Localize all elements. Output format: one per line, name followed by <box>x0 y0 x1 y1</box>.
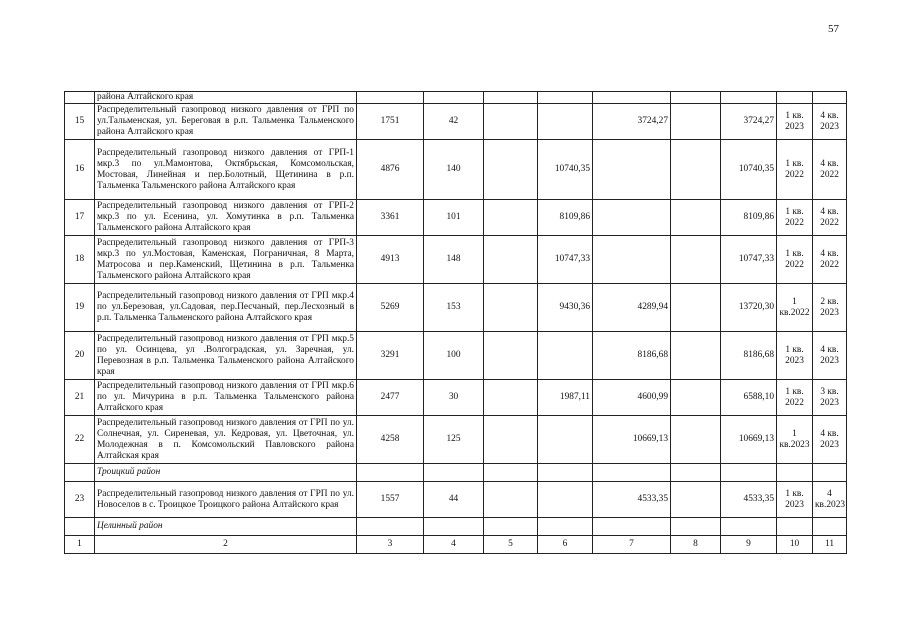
table-row <box>65 416 847 464</box>
cell-object-name: Распределительный газопровод низкого давления от ГРП-2 мкр.3 по ул. Есенина, ул. Хомутинка в р.п. Тальменка Тальменского района Алтайского края <box>95 200 357 236</box>
cell-length: 3291 <box>357 332 424 380</box>
cell-start-date: 1 кв.2023 <box>777 416 813 464</box>
table-row <box>65 236 847 284</box>
gas-pipeline-table <box>64 91 847 554</box>
cell-number: 18 <box>65 236 95 284</box>
table-row <box>65 482 847 518</box>
table-row <box>65 104 847 140</box>
table-body <box>65 92 847 554</box>
cell-number: 17 <box>65 200 95 236</box>
cell-number <box>65 92 95 104</box>
cell-object-name: Распределительный газопровод низкого давления от ГРП по ул.Тальменская, ул. Береговая в р.п. Тальменка Тальменского района Алтайского края <box>95 104 357 140</box>
cell-col8 <box>671 380 721 416</box>
cell-number: 15 <box>65 104 95 140</box>
cell-col8 <box>671 482 721 518</box>
cell-end-date: 4 кв. 2023 <box>813 104 847 140</box>
cell-object-name: Распределительный газопровод низкого давления от ГРП-1 мкр.3 по ул.Мамонтова, Октябрьская, Комсомольская, Мостовая, Линейная и пер.Болотный, Щетинина в р.п. Тальменка Тальменского района Алтайского края <box>95 140 357 200</box>
column-number: 3 <box>357 536 424 554</box>
cell-col5 <box>484 332 538 380</box>
cell-col5 <box>484 200 538 236</box>
column-number: 7 <box>593 536 671 554</box>
cell-number: 19 <box>65 284 95 332</box>
cell-length: 4258 <box>357 416 424 464</box>
table-row <box>65 140 847 200</box>
cell-end-date: 3 кв. 2023 <box>813 380 847 416</box>
cell-col8 <box>671 416 721 464</box>
table-row <box>65 200 847 236</box>
cell-col8 <box>671 284 721 332</box>
cell-start-date: 1 кв. 2023 <box>777 104 813 140</box>
cell-end-date: 4 кв. 2022 <box>813 140 847 200</box>
column-number: 9 <box>721 536 777 554</box>
cell-end-date: 4 кв. 2022 <box>813 236 847 284</box>
cell-total: 10747,33 <box>721 236 777 284</box>
cell-object-name: Распределительный газопровод низкого давления от ГРП-3 мкр.3 по ул.Мостовая, Каменская, Пограничная, 8 Марта, Матросова и пер.Каменский, Щетинина в р.п. Тальменка Тальменского района Алтайского края <box>95 236 357 284</box>
cell-col6: 9430,36 <box>538 284 593 332</box>
cell-col5 <box>484 236 538 284</box>
table-row <box>65 284 847 332</box>
cell-object-name: Распределительный газопровод низкого давления от ГРП мкр.5 по ул. Осинцева, ул .Волгоградская, ул. Заречная, ул. Перевозная в р.п. Тальменка Тальменского района Алтайского края <box>95 332 357 380</box>
cell-object-name: Распределительный газопровод низкого давления от ГРП мкр.4 по ул.Березовая, ул.Садовая, пер.Песчаный, пер.Лесхозный в р.п. Тальменка Тальменского района Алтайского края <box>95 284 357 332</box>
cell-col7: 4289,94 <box>593 284 671 332</box>
cell-units: 42 <box>424 104 484 140</box>
cell-col6: 1987,11 <box>538 380 593 416</box>
cell-col8 <box>671 332 721 380</box>
cell-total: 8109,86 <box>721 200 777 236</box>
cell-col5 <box>484 416 538 464</box>
cell-start-date: 1 кв. 2023 <box>777 482 813 518</box>
cell-start-date: 1 кв. 2022 <box>777 380 813 416</box>
column-number-row <box>65 536 847 554</box>
column-number: 4 <box>424 536 484 554</box>
cell-col7: 8186,68 <box>593 332 671 380</box>
cell-col6: 8109,86 <box>538 200 593 236</box>
column-number: 2 <box>95 536 357 554</box>
cell-start-date: 1 кв. 2023 <box>777 332 813 380</box>
cell-number: 22 <box>65 416 95 464</box>
cell-start-date: 1 кв.2022 <box>777 284 813 332</box>
cell-units: 44 <box>424 482 484 518</box>
cell-units: 125 <box>424 416 484 464</box>
cell-col7 <box>593 200 671 236</box>
district-name: Троицкий район <box>95 464 357 482</box>
cell-start-date: 1 кв. 2022 <box>777 236 813 284</box>
cell-object-name: района Алтайского края <box>95 92 357 104</box>
cell-col7 <box>593 236 671 284</box>
cell-end-date: 4 кв. 2022 <box>813 200 847 236</box>
cell-object-name: Распределительный газопровод низкого давления от ГРП мкр.6 по ул. Мичурина в р.п. Тальменка Тальменского района Алтайского края <box>95 380 357 416</box>
cell-units: 140 <box>424 140 484 200</box>
cell-length: 1557 <box>357 482 424 518</box>
cell-total: 10740,35 <box>721 140 777 200</box>
cell-col8 <box>671 200 721 236</box>
cell-col7: 3724,27 <box>593 104 671 140</box>
cell-start-date: 1 кв. 2022 <box>777 140 813 200</box>
cell-length: 1751 <box>357 104 424 140</box>
page-number: 57 <box>828 23 839 35</box>
table-row-continuation <box>65 92 847 104</box>
cell-start-date: 1 кв. 2022 <box>777 200 813 236</box>
cell-number: 20 <box>65 332 95 380</box>
district-row <box>65 518 847 536</box>
cell-number: 21 <box>65 380 95 416</box>
cell-total: 4533,35 <box>721 482 777 518</box>
column-number: 11 <box>813 536 847 554</box>
cell-units: 101 <box>424 200 484 236</box>
cell-end-date: 4 кв.2023 <box>813 482 847 518</box>
cell-length: 2477 <box>357 380 424 416</box>
district-name: Целинный район <box>95 518 357 536</box>
cell-length: 5269 <box>357 284 424 332</box>
cell-units: 153 <box>424 284 484 332</box>
cell-col5 <box>484 482 538 518</box>
cell-total: 13720,30 <box>721 284 777 332</box>
cell-col5 <box>484 104 538 140</box>
cell-number: 23 <box>65 482 95 518</box>
cell-col7: 4600,99 <box>593 380 671 416</box>
cell-col5 <box>484 380 538 416</box>
cell-end-date: 2 кв. 2023 <box>813 284 847 332</box>
cell-total: 3724,27 <box>721 104 777 140</box>
cell-units: 148 <box>424 236 484 284</box>
cell-col6 <box>538 416 593 464</box>
cell-col6 <box>538 482 593 518</box>
cell-col6: 10740,35 <box>538 140 593 200</box>
cell-col6 <box>538 332 593 380</box>
cell-length: 3361 <box>357 200 424 236</box>
cell-col7: 4533,35 <box>593 482 671 518</box>
cell-col8 <box>671 104 721 140</box>
cell-length: 4876 <box>357 140 424 200</box>
cell-units: 30 <box>424 380 484 416</box>
cell-col6 <box>538 104 593 140</box>
cell-col5 <box>484 284 538 332</box>
cell-col7: 10669,13 <box>593 416 671 464</box>
column-number: 10 <box>777 536 813 554</box>
cell-length: 4913 <box>357 236 424 284</box>
cell-total: 8186,68 <box>721 332 777 380</box>
cell-number: 16 <box>65 140 95 200</box>
column-number: 1 <box>65 536 95 554</box>
cell-col8 <box>671 236 721 284</box>
cell-end-date: 4 кв. 2023 <box>813 332 847 380</box>
cell-col5 <box>484 140 538 200</box>
cell-total: 6588,10 <box>721 380 777 416</box>
cell-object-name: Распределительный газопровод низкого давления от ГРП по ул. Новоселов в с. Троицкое Троицкого района Алтайского края <box>95 482 357 518</box>
cell-object-name: Распределительный газопровод низкого давления от ГРП по ул. Солнечная, ул. Сиреневая, ул. Кедровая, ул. Цветочная, ул. Молодежная в п. Комсомольский Павловского района Алтайская края <box>95 416 357 464</box>
district-row <box>65 464 847 482</box>
cell-total: 10669,13 <box>721 416 777 464</box>
column-number: 6 <box>538 536 593 554</box>
cell-col8 <box>671 140 721 200</box>
table-row <box>65 380 847 416</box>
column-number: 8 <box>671 536 721 554</box>
cell-col7 <box>593 140 671 200</box>
cell-units: 100 <box>424 332 484 380</box>
cell-col6: 10747,33 <box>538 236 593 284</box>
cell-end-date: 4 кв. 2023 <box>813 416 847 464</box>
column-number: 5 <box>484 536 538 554</box>
table-row <box>65 332 847 380</box>
